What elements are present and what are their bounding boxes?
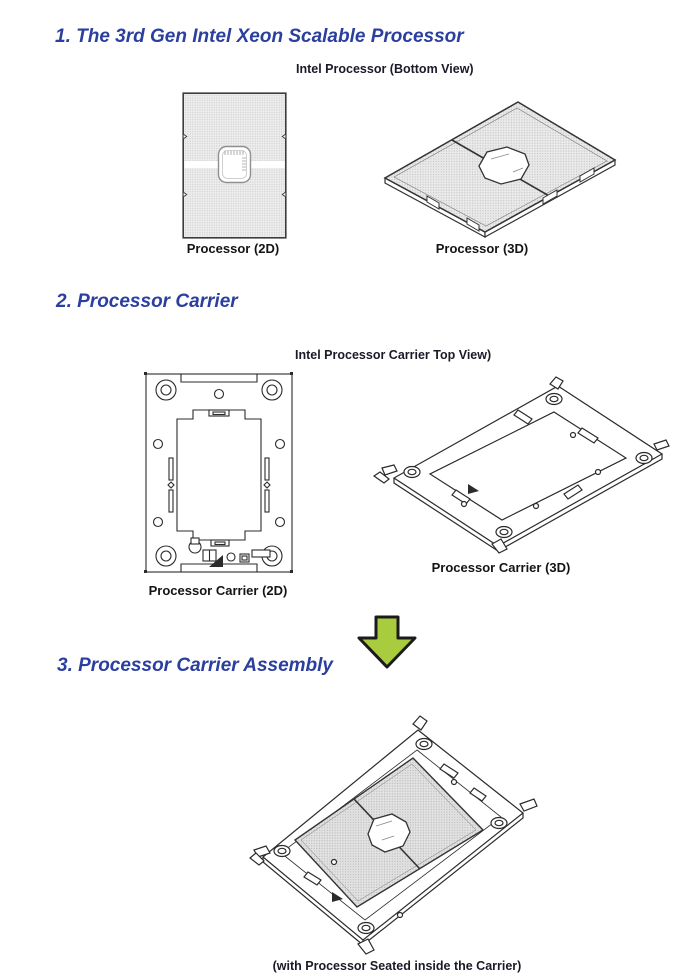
section3-heading: 3. Processor Carrier Assembly — [57, 655, 334, 676]
processor-2d-label: Processor (2D) — [186, 241, 280, 256]
processor-3d-label: Processor (3D) — [435, 241, 529, 256]
section2-heading: 2. Processor Carrier — [56, 291, 238, 312]
section2-figure-caption: Intel Processor Carrier Top View) — [295, 348, 492, 362]
processor-carrier-assembly-drawing — [248, 712, 560, 960]
processor-3d-drawing — [375, 90, 620, 238]
processor-carrier-3d-label: Processor Carrier (3D) — [431, 560, 571, 575]
processor-carrier-2d-label: Processor Carrier (2D) — [148, 583, 288, 598]
processor-2d-drawing — [182, 92, 287, 239]
section1-heading: 1. The 3rd Gen Intel Xeon Scalable Processor — [55, 26, 464, 47]
section1-figure-caption: Intel Processor (Bottom View) — [296, 62, 474, 76]
processor-carrier-3d-drawing — [368, 372, 670, 560]
processor-carrier-2d-drawing — [139, 364, 299, 582]
down-arrow-icon — [353, 614, 421, 670]
section3-figure-caption: (with Processor Seated inside the Carrier) — [272, 959, 522, 973]
